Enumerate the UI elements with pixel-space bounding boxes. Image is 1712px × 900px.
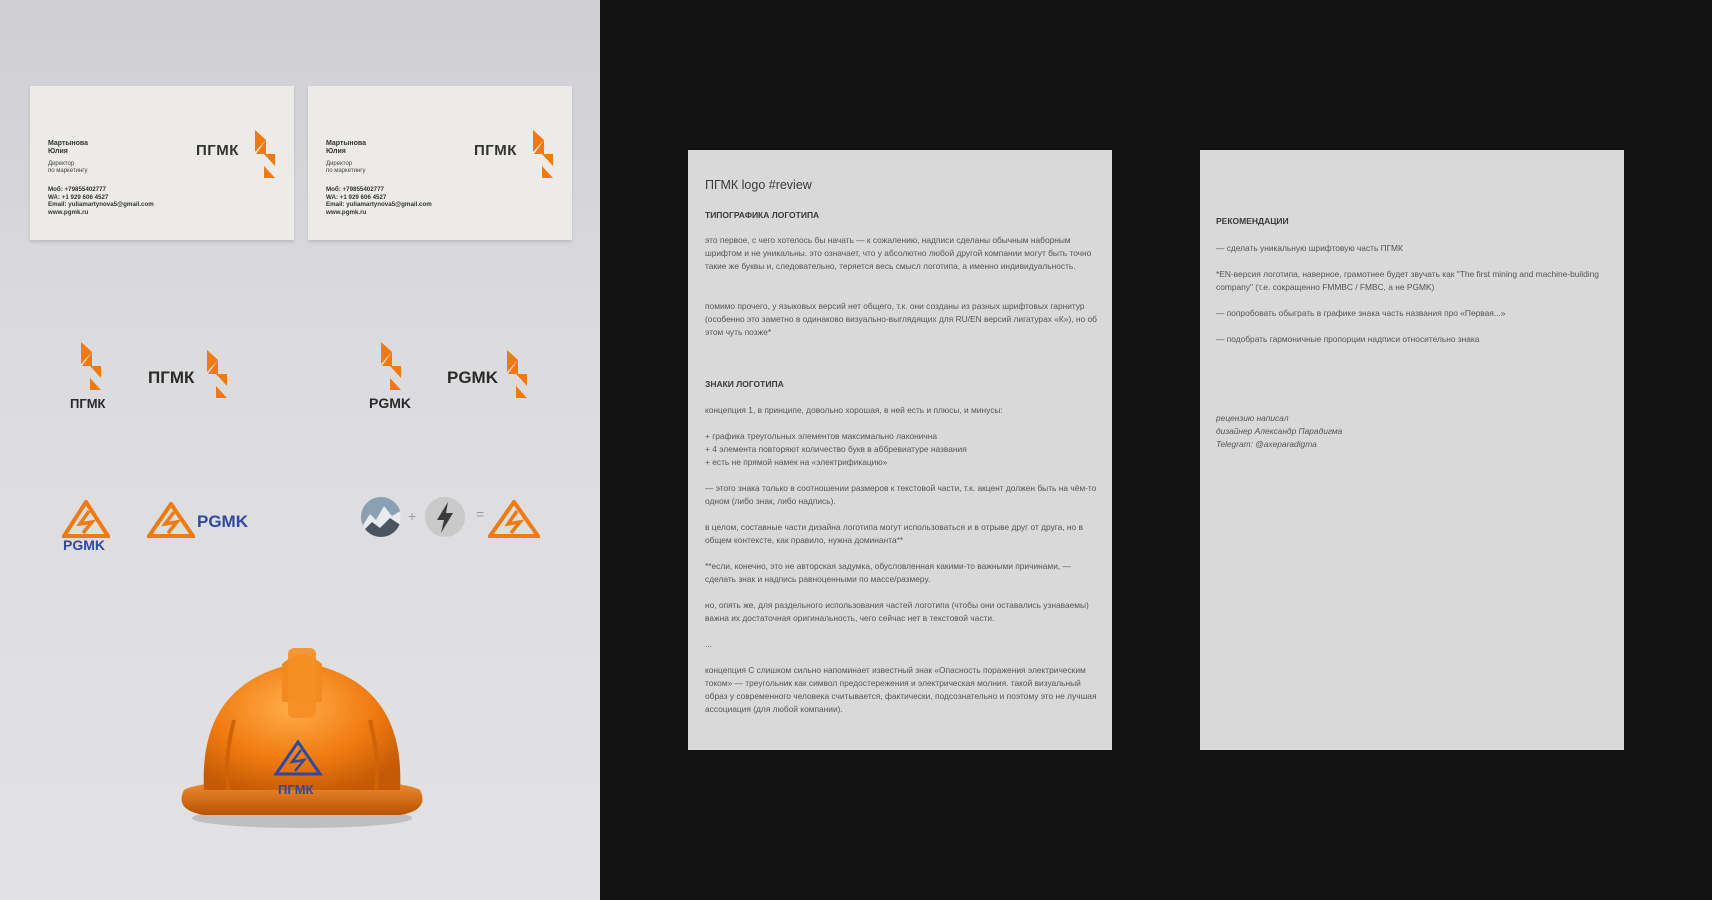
review-paragraph: в целом, составные части дизайна логотипа могут использоваться и в отрыве друг от друга, но в общем контексте, как правило, нужна доминанта**: [705, 522, 1083, 545]
card-contacts: [326, 186, 432, 216]
business-card: [308, 86, 572, 240]
card-whatsapp: WA: +1 929 606 4527: [326, 193, 387, 201]
bolt-logo-icon: [378, 342, 404, 390]
bolt-logo-icon: [530, 130, 556, 178]
review-list-item: + графика треугольных элементов максимально лаконична: [705, 431, 938, 441]
card-wordmark: ПГМК: [196, 142, 239, 159]
recommendation-item: — подобрать гармоничные пропорции надписи относительно знака: [1216, 334, 1480, 344]
review-paragraph: это первое, с чего хотелось бы начать — к сожалению, надписи сделаны обычным наборным шрифтом и не уникальны. это означает, что у абсолютно любой другой компании могут быть точно такие же буквы и, следовательно, теряется весь смысл логотипа, а именно индивидуальность.: [705, 235, 1092, 271]
equals-sign: =: [476, 506, 485, 522]
bolt-logo-icon: [252, 130, 278, 178]
card-website: www.pgmk.ru: [48, 208, 89, 216]
review-paragraph: помимо прочего, у языковых версий нет общего, т.к. они созданы из разных шрифтовых гарнитур (особенно это заметно в одинаково визуально-выглядящих для RU/EN версий лигатурах «К»), но об этом чуть позже*: [705, 301, 1097, 337]
review-list-item: + есть не прямой намек на «электрификацию»: [705, 457, 888, 467]
signature-line: дизайнер Александр Парадигма: [1216, 426, 1343, 436]
review-title: ПГМК logo #review: [705, 178, 812, 192]
card-role: Директор по маркетингу: [326, 161, 366, 174]
logo-marks-heading: ЗНАКИ ЛОГОТИПА: [705, 379, 784, 389]
card-website: www.pgmk.ru: [326, 208, 367, 216]
review-document: [688, 150, 1112, 750]
triangle-bolt-logo-icon: [488, 500, 540, 538]
triangle-bolt-logo-icon: [147, 502, 195, 538]
bolt-logo-icon: [78, 342, 104, 390]
review-paragraph: концепция 1, в принципе, довольно хорошая, в ней есть и плюсы, и минусы:: [705, 405, 1003, 415]
review-paragraph: концепция С слишком сильно напоминает известный знак «Опасность поражения электрическим током» — треугольник как символ предостережения и электрическая молния. такой визуальный образ у современного человека считывается, фактически, подсознательно и поэтому это не лучшая ассоциация (для любой компании).: [705, 665, 1097, 714]
helmet-logo-label: ПГМК: [278, 782, 314, 797]
review-panel: [600, 0, 1712, 900]
review-separator: ...: [705, 639, 712, 649]
card-phone: Моб: +79855402777: [48, 186, 107, 193]
recommendations-document: [1200, 150, 1624, 750]
card-email: Email: yuliamartynova5@gmail.com: [48, 201, 154, 208]
triangle-bolt-logo-icon: [62, 500, 110, 538]
business-card: [30, 86, 294, 240]
recommendation-item: — сделать уникальную шрифтовую часть ПГМК: [1216, 243, 1403, 253]
card-phone: Моб: +79855402777: [326, 186, 385, 193]
logo-en-stacked-label: PGMK: [369, 395, 411, 411]
signature-line: рецензию написал: [1216, 413, 1289, 423]
card-contacts: [48, 186, 154, 216]
card-role: Директор по маркетингу: [48, 161, 88, 174]
card-email: Email: yuliamartynova5@gmail.com: [326, 201, 432, 208]
recommendation-item: — попробовать обыграть в графике знака часть названия про «Первая...»: [1216, 308, 1506, 318]
logo-triangle-stacked-label: PGMK: [63, 537, 105, 553]
logo-ru-stacked-label: ПГМК: [70, 396, 106, 411]
plus-sign: +: [408, 508, 417, 524]
typography-heading: ТИПОГРАФИКА ЛОГОТИПА: [705, 210, 820, 220]
review-paragraph: но, опять же, для раздельного использования частей логотипа (чтобы они оставались узнаваемы) важна их достаточная оригинальность, чего сейчас нет в текстовой части.: [705, 600, 1089, 623]
review-paragraph: **если, конечно, это не авторская задумка, обусловленная какими-то важными причинами, — сделать знак и надпись равноценными по массе/размеру.: [705, 561, 1071, 584]
recommendation-item: *EN-версия логотипа, наверное, грамотнее будет звучать как "The first mining and machine-building company" (т.е. сокращенно FMMBC / FMBC, а не PGMK): [1216, 269, 1599, 292]
logo-triangle-horizontal-label: PGMK: [197, 512, 248, 531]
lightning-icon: [424, 496, 466, 538]
logo-en-horizontal-label: PGMK: [447, 368, 498, 387]
logo-ru-horizontal-label: ПГМК: [148, 368, 195, 387]
mountain-photo-icon: [360, 496, 402, 538]
signature-telegram: Telegram: @axeparadigma: [1216, 439, 1317, 449]
card-name: Мартынова Юлия: [48, 140, 89, 155]
logo-presentation-panel: [0, 0, 600, 900]
card-whatsapp: WA: +1 929 606 4527: [48, 193, 109, 201]
recommendations-heading: РЕКОМЕНДАЦИИ: [1216, 216, 1289, 226]
review-paragraph: — этого знака только в соотношении размеров к текстовой части, т.к. акцент должен быть на чём-то одном (либо знак, либо надпись).: [705, 483, 1097, 506]
bolt-logo-icon: [204, 350, 230, 398]
card-wordmark: ПГМК: [474, 142, 517, 159]
bolt-logo-icon: [504, 350, 530, 398]
hard-hat-mockup-image: [164, 640, 440, 830]
review-list-item: + 4 элемента повторяют количество букв в аббревиатуре названия: [705, 444, 967, 454]
card-name: Мартынова Юлия: [326, 140, 367, 155]
